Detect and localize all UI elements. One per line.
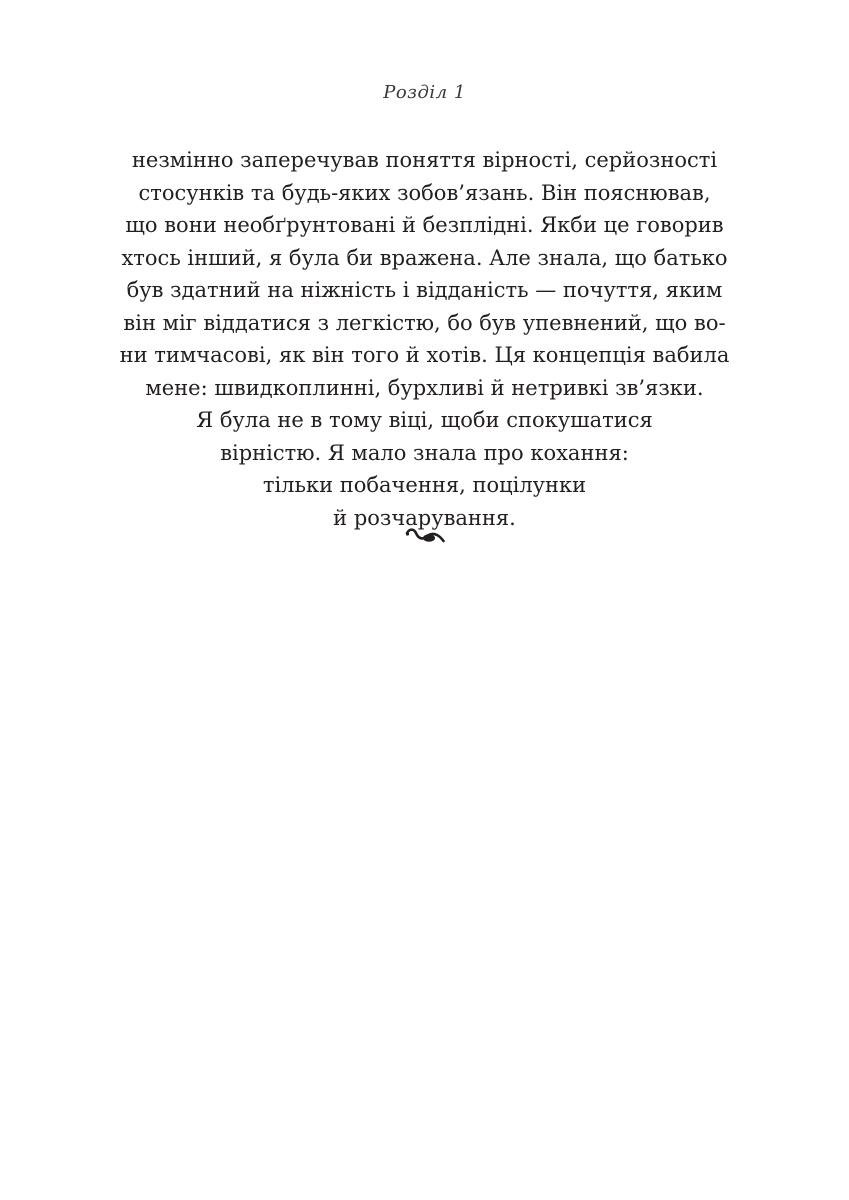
body-text <box>0 144 849 534</box>
text-line: що вони необґрунтовані й безплідні. Якби це говорив <box>125 213 724 237</box>
text-line: стосунків та будь-яких зобов’язань. Він пояснював, <box>138 180 711 205</box>
text-line: мене: швидкоплинні, бурхливі й нетривкі зв’язки. <box>145 375 704 400</box>
text-line: ни тимчасові, як він того й хотів. Ця концепція вабила <box>119 343 730 367</box>
text-line: хтось інший, я була би вражена. Але знала, що батько <box>121 245 728 270</box>
text-line: був здатний на ніжність і відданість — почуття, яким <box>126 278 723 302</box>
running-head: Розділ 1 <box>383 82 466 103</box>
text-line: незмінно заперечував поняття вірності, серйозності <box>131 148 718 172</box>
text-line: тільки побачення, поцілунки <box>262 473 587 497</box>
text-line: й розчарування. <box>333 505 516 530</box>
swash-ornament-icon <box>404 524 446 548</box>
text-line: він міг віддатися з легкістю, бо був упевнений, що во- <box>123 310 726 335</box>
text-line: вірністю. Я мало знала про кохання: <box>220 440 629 465</box>
text-line: Я була не в тому віці, щоби спокушатися <box>196 408 653 432</box>
